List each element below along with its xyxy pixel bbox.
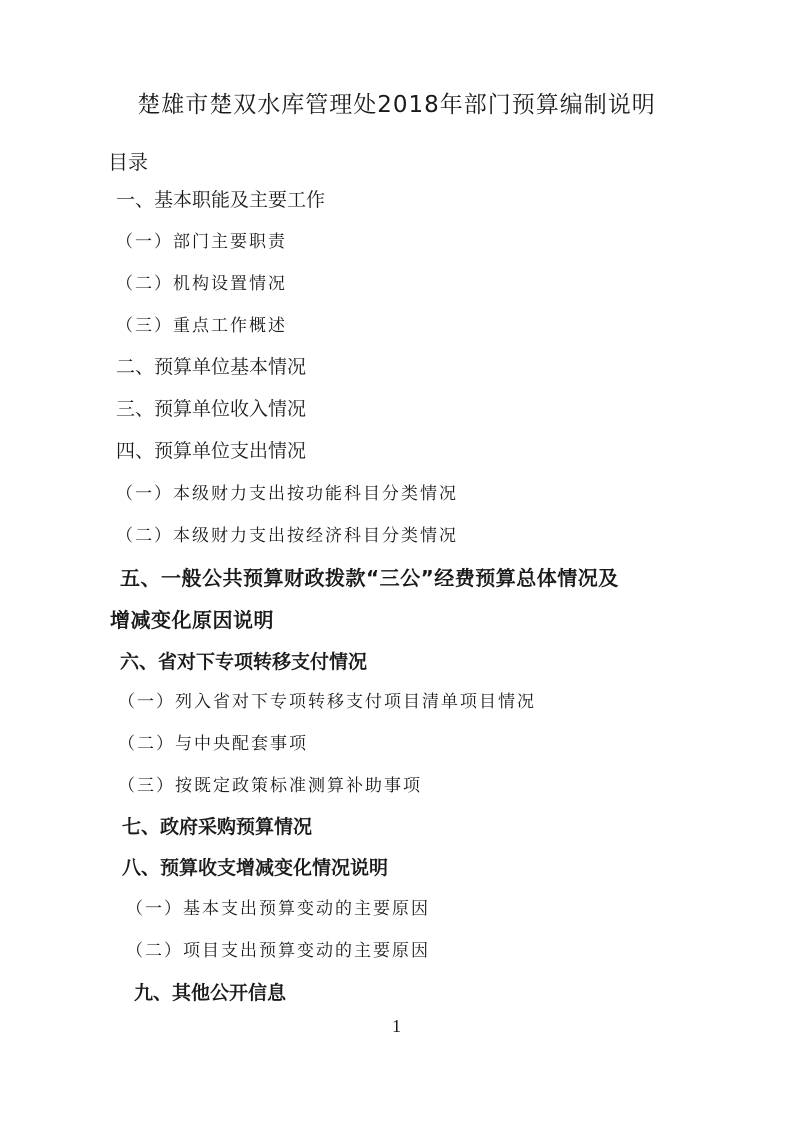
toc-item-section-4: 四、预算单位支出情况 — [116, 440, 307, 462]
toc-item-section-1-1: （一）部门主要职责 — [116, 232, 287, 252]
toc-item-section-6: 六、省对下专项转移支付情况 — [120, 651, 368, 673]
page-number: 1 — [392, 1016, 401, 1036]
toc-item-section-9: 九、其他公开信息 — [134, 982, 287, 1004]
toc-item-section-8-1: （一）基本支出预算变动的主要原因 — [126, 899, 430, 919]
toc-item-section-6-3: （三）按既定政策标准测算补助事项 — [118, 776, 422, 796]
toc-item-section-8-2: （二）项目支出预算变动的主要原因 — [126, 941, 430, 961]
toc-item-section-5: 五、一般公共预算财政拨款“三公”经费预算总体情况及 — [120, 566, 619, 590]
toc-item-section-5-continued: 增减变化原因说明 — [110, 608, 274, 632]
toc-item-section-1-2: （二）机构设置情况 — [116, 274, 287, 294]
toc-item-section-2: 二、预算单位基本情况 — [116, 356, 307, 378]
toc-item-section-6-2: （二）与中央配套事项 — [118, 734, 308, 754]
toc-item-section-3: 三、预算单位收入情况 — [116, 398, 307, 420]
toc-item-section-1-3: （三）重点工作概述 — [116, 316, 287, 336]
toc-item-section-4-2: （二）本级财力支出按经济科目分类情况 — [116, 526, 458, 546]
toc-item-section-1: 一、基本职能及主要工作 — [116, 189, 326, 211]
document-title: 楚雄市楚双水库管理处2018年部门预算编制说明 — [137, 92, 656, 118]
toc-item-section-4-1: （一）本级财力支出按功能科目分类情况 — [116, 484, 458, 504]
toc-item-section-8: 八、预算收支增减变化情况说明 — [122, 857, 389, 879]
toc-heading: 目录 — [108, 150, 148, 174]
toc-item-section-6-1: （一）列入省对下专项转移支付项目清单项目情况 — [118, 692, 536, 712]
toc-item-section-7: 七、政府采购预算情况 — [122, 816, 313, 838]
